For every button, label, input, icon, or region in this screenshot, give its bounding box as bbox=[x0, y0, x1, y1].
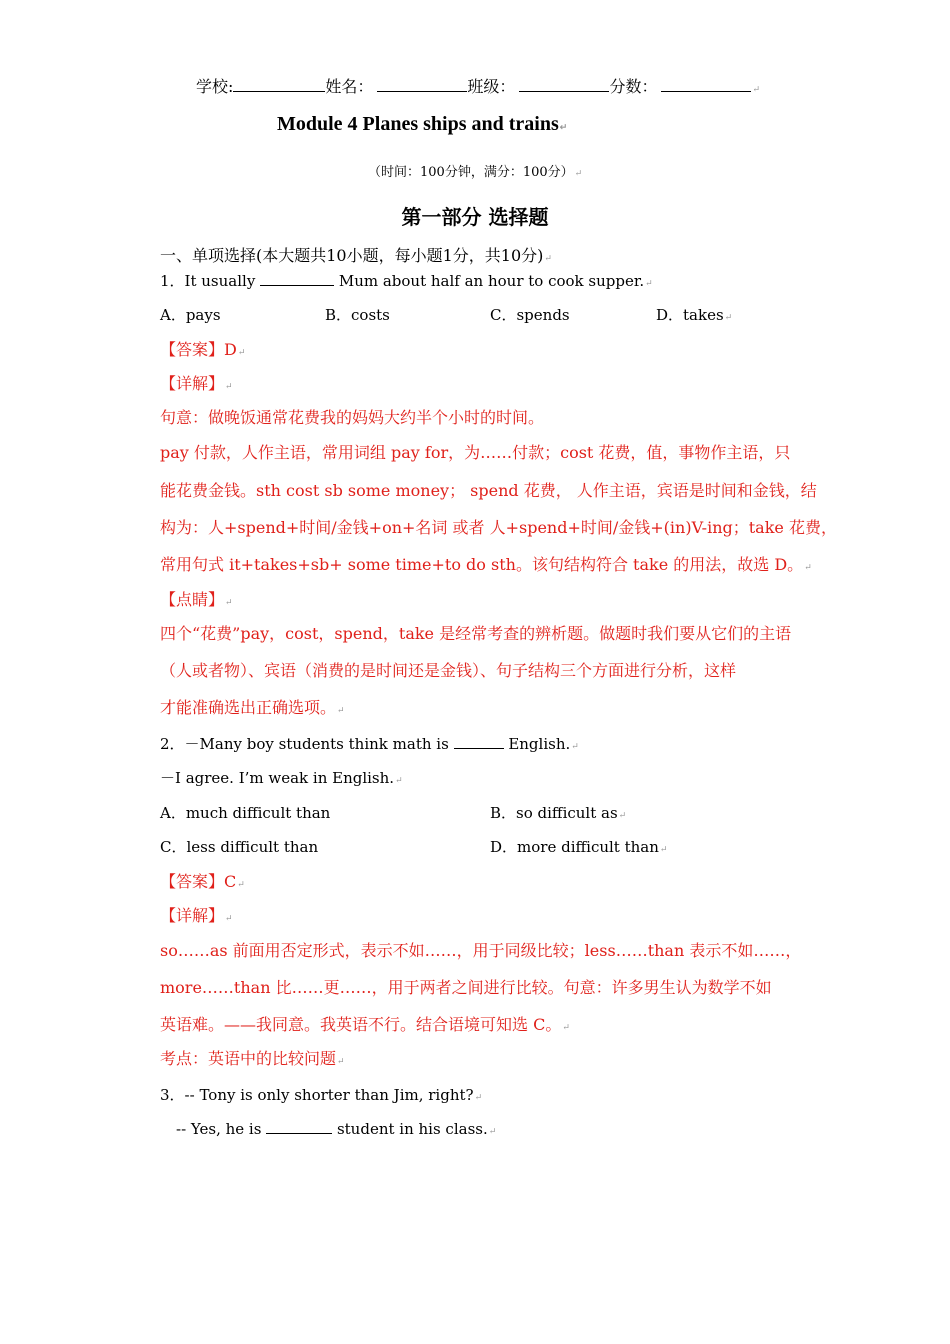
q2-option-a: A．much difficult than bbox=[160, 804, 331, 822]
q1-answer: 【答案】D↵ bbox=[160, 340, 246, 359]
name-label: 姓名： bbox=[325, 77, 374, 96]
q2-option-b: B．so difficult as↵ bbox=[490, 804, 627, 822]
q2-answer: 【答案】C↵ bbox=[160, 872, 245, 891]
score-blank bbox=[661, 77, 751, 92]
time-note: （时间：100分钟，满分：100分）↵ bbox=[368, 165, 583, 180]
q1-stem: 1．It usually Mum about half an hour to cook supper.↵ bbox=[160, 272, 653, 290]
name-blank bbox=[377, 77, 467, 92]
q1-detail-label: 【详解】↵ bbox=[160, 374, 233, 393]
q1-explain-line: 常用句式 it+takes+sb+ some time+to do sth。该句结构符合 take 的用法，故选 D。↵ bbox=[160, 555, 812, 574]
q1-tip-line: 四个“花费”pay，cost，spend，take 是经常考查的辨析题。做题时我们要从它们的主语 bbox=[160, 624, 792, 643]
q2-point: 考点：英语中的比较问题↵ bbox=[160, 1049, 345, 1068]
q1-tip-line: （人或者物）、宾语（消费的是时间还是金钱）、句子结构三个方面进行分析，这样 bbox=[160, 661, 737, 680]
score-label: 分数： bbox=[609, 77, 658, 96]
q1-explain-line: pay 付款，人作主语，常用词组 pay for，为……付款；cost 花费，值，事物作主语，只 bbox=[160, 443, 791, 462]
section-heading: 一、单项选择(本大题共10小题，每小题1分，共10分)↵ bbox=[160, 246, 552, 265]
school-blank bbox=[233, 77, 325, 92]
q2-stem: 2．－Many boy students think math is English.↵ bbox=[160, 735, 579, 753]
q2-detail-label: 【详解】↵ bbox=[160, 906, 233, 925]
part-heading: 第一部分 选择题 bbox=[401, 205, 549, 229]
q2-reply: －I agree. I’m weak in English.↵ bbox=[160, 769, 403, 787]
q1-explain-line: 句意：做晚饭通常花费我的妈妈大约半个小时的时间。 bbox=[160, 408, 545, 427]
q2-option-c: C．less difficult than bbox=[160, 838, 319, 856]
q3-reply: -- Yes, he is student in his class.↵ bbox=[176, 1120, 497, 1138]
q2-blank bbox=[454, 734, 504, 749]
class-blank bbox=[519, 77, 609, 92]
q2-explain-line: more……than 比……更……，用于两者之间进行比较。句意：许多男生认为数学不如 bbox=[160, 978, 772, 997]
q2-option-d: D．more difficult than↵ bbox=[490, 838, 668, 856]
q1-blank bbox=[260, 271, 334, 286]
q2-explain-line: 英语难。——我同意。我英语不行。结合语境可知选 C。↵ bbox=[160, 1015, 570, 1034]
q3-blank bbox=[266, 1119, 332, 1134]
q1-option-b: B．costs bbox=[325, 306, 390, 324]
class-label: 班级： bbox=[467, 77, 516, 96]
q1-tip-line: 才能准确选出正确选项。↵ bbox=[160, 698, 345, 717]
q1-option-d: D．takes↵ bbox=[656, 306, 733, 324]
student-info-header: 学校: 姓名： 班级： 分数： ↵ bbox=[196, 77, 760, 96]
q1-explain-line: 能花费金钱。sth cost sb some money； spend 花费， 人作主语，宾语是时间和金钱，结 bbox=[160, 481, 817, 500]
q3-stem: 3．-- Tony is only shorter than Jim, right?↵ bbox=[160, 1086, 483, 1104]
q1-option-c: C．spends bbox=[490, 306, 570, 324]
q1-option-a: A．pays bbox=[160, 306, 221, 324]
page-title: Module 4 Planes ships and trains↵ bbox=[277, 113, 568, 135]
school-label: 学校: bbox=[196, 77, 234, 96]
q1-tip-label: 【点睛】↵ bbox=[160, 590, 233, 609]
q2-explain-line: so……as 前面用否定形式，表示不如……，用于同级比较；less……than 表示不如……， bbox=[160, 941, 802, 960]
q1-explain-line: 构为：人+spend+时间/金钱+on+名词 或者 人+spend+时间/金钱+(in)V-ing；take 花费， bbox=[160, 518, 837, 537]
